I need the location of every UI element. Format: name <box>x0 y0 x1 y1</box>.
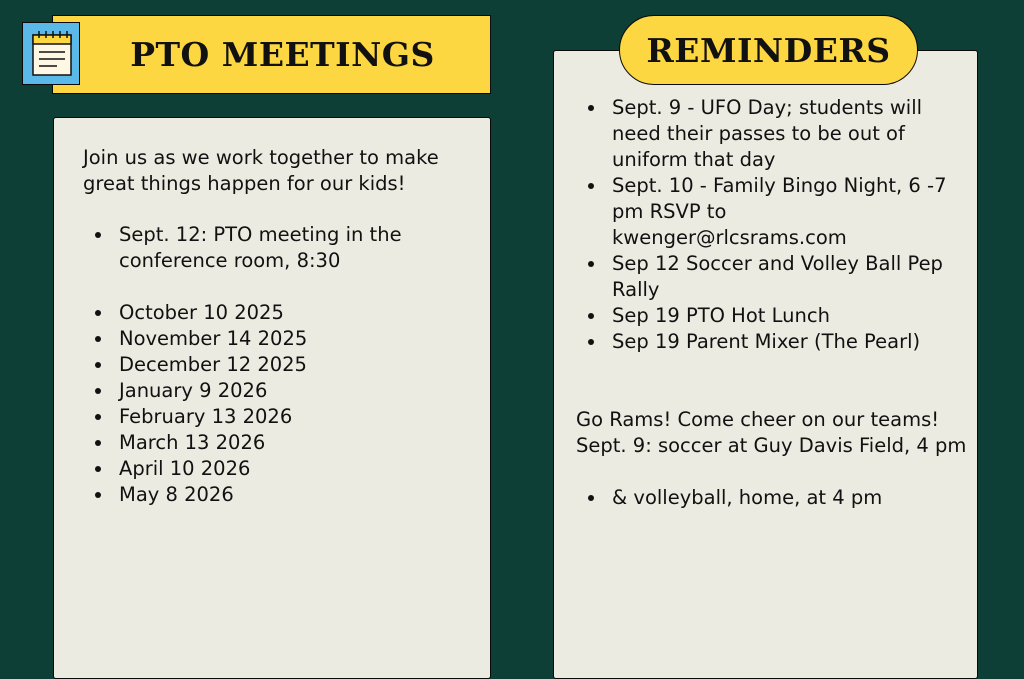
list-item: Sep 19 Parent Mixer (The Pearl) <box>576 329 956 355</box>
list-item: October 10 2025 <box>83 300 473 326</box>
pto-intro-text: Join us as we work together to make great things happen for our kids! <box>83 146 439 195</box>
list-item: April 10 2026 <box>83 456 473 482</box>
list-item: Sept. 12: PTO meeting in the conference room, 8:30 <box>83 222 473 274</box>
page-title: PTO MEETINGS <box>130 35 435 74</box>
rams-list <box>576 485 956 511</box>
list-item: December 12 2025 <box>83 352 473 378</box>
notepad-icon <box>22 22 80 85</box>
reminders-card <box>553 50 978 679</box>
pto-dates-list <box>83 300 473 508</box>
list-item: November 14 2025 <box>83 326 473 352</box>
list-item: May 8 2026 <box>83 482 473 508</box>
list-item: Sep 12 Soccer and Volley Ball Pep Rally <box>576 251 956 303</box>
go-rams-text <box>576 407 971 459</box>
list-item: Sept. 10 - Family Bingo Night, 6 -7 pm RSVP to kwenger@rlcsrams.com <box>576 173 956 251</box>
list-item: January 9 2026 <box>83 378 473 404</box>
list-item: Sept. 9 - UFO Day; students will need their passes to be out of uniform that day <box>576 95 956 173</box>
list-item: February 13 2026 <box>83 404 473 430</box>
reminders-banner <box>619 15 918 85</box>
pto-meetings-banner <box>52 15 491 94</box>
reminders-title: REMINDERS <box>646 30 891 70</box>
pto-meetings-card <box>53 117 491 679</box>
soccer-line: Sept. 9: soccer at Guy Davis Field, 4 pm <box>576 434 967 457</box>
pto-meeting-list <box>83 222 473 274</box>
reminders-list <box>576 95 956 355</box>
go-rams-line: Go Rams! Come cheer on our teams! <box>576 408 940 431</box>
list-item: Sep 19 PTO Hot Lunch <box>576 303 956 329</box>
list-item: & volleyball, home, at 4 pm <box>576 485 956 511</box>
list-item: March 13 2026 <box>83 430 473 456</box>
